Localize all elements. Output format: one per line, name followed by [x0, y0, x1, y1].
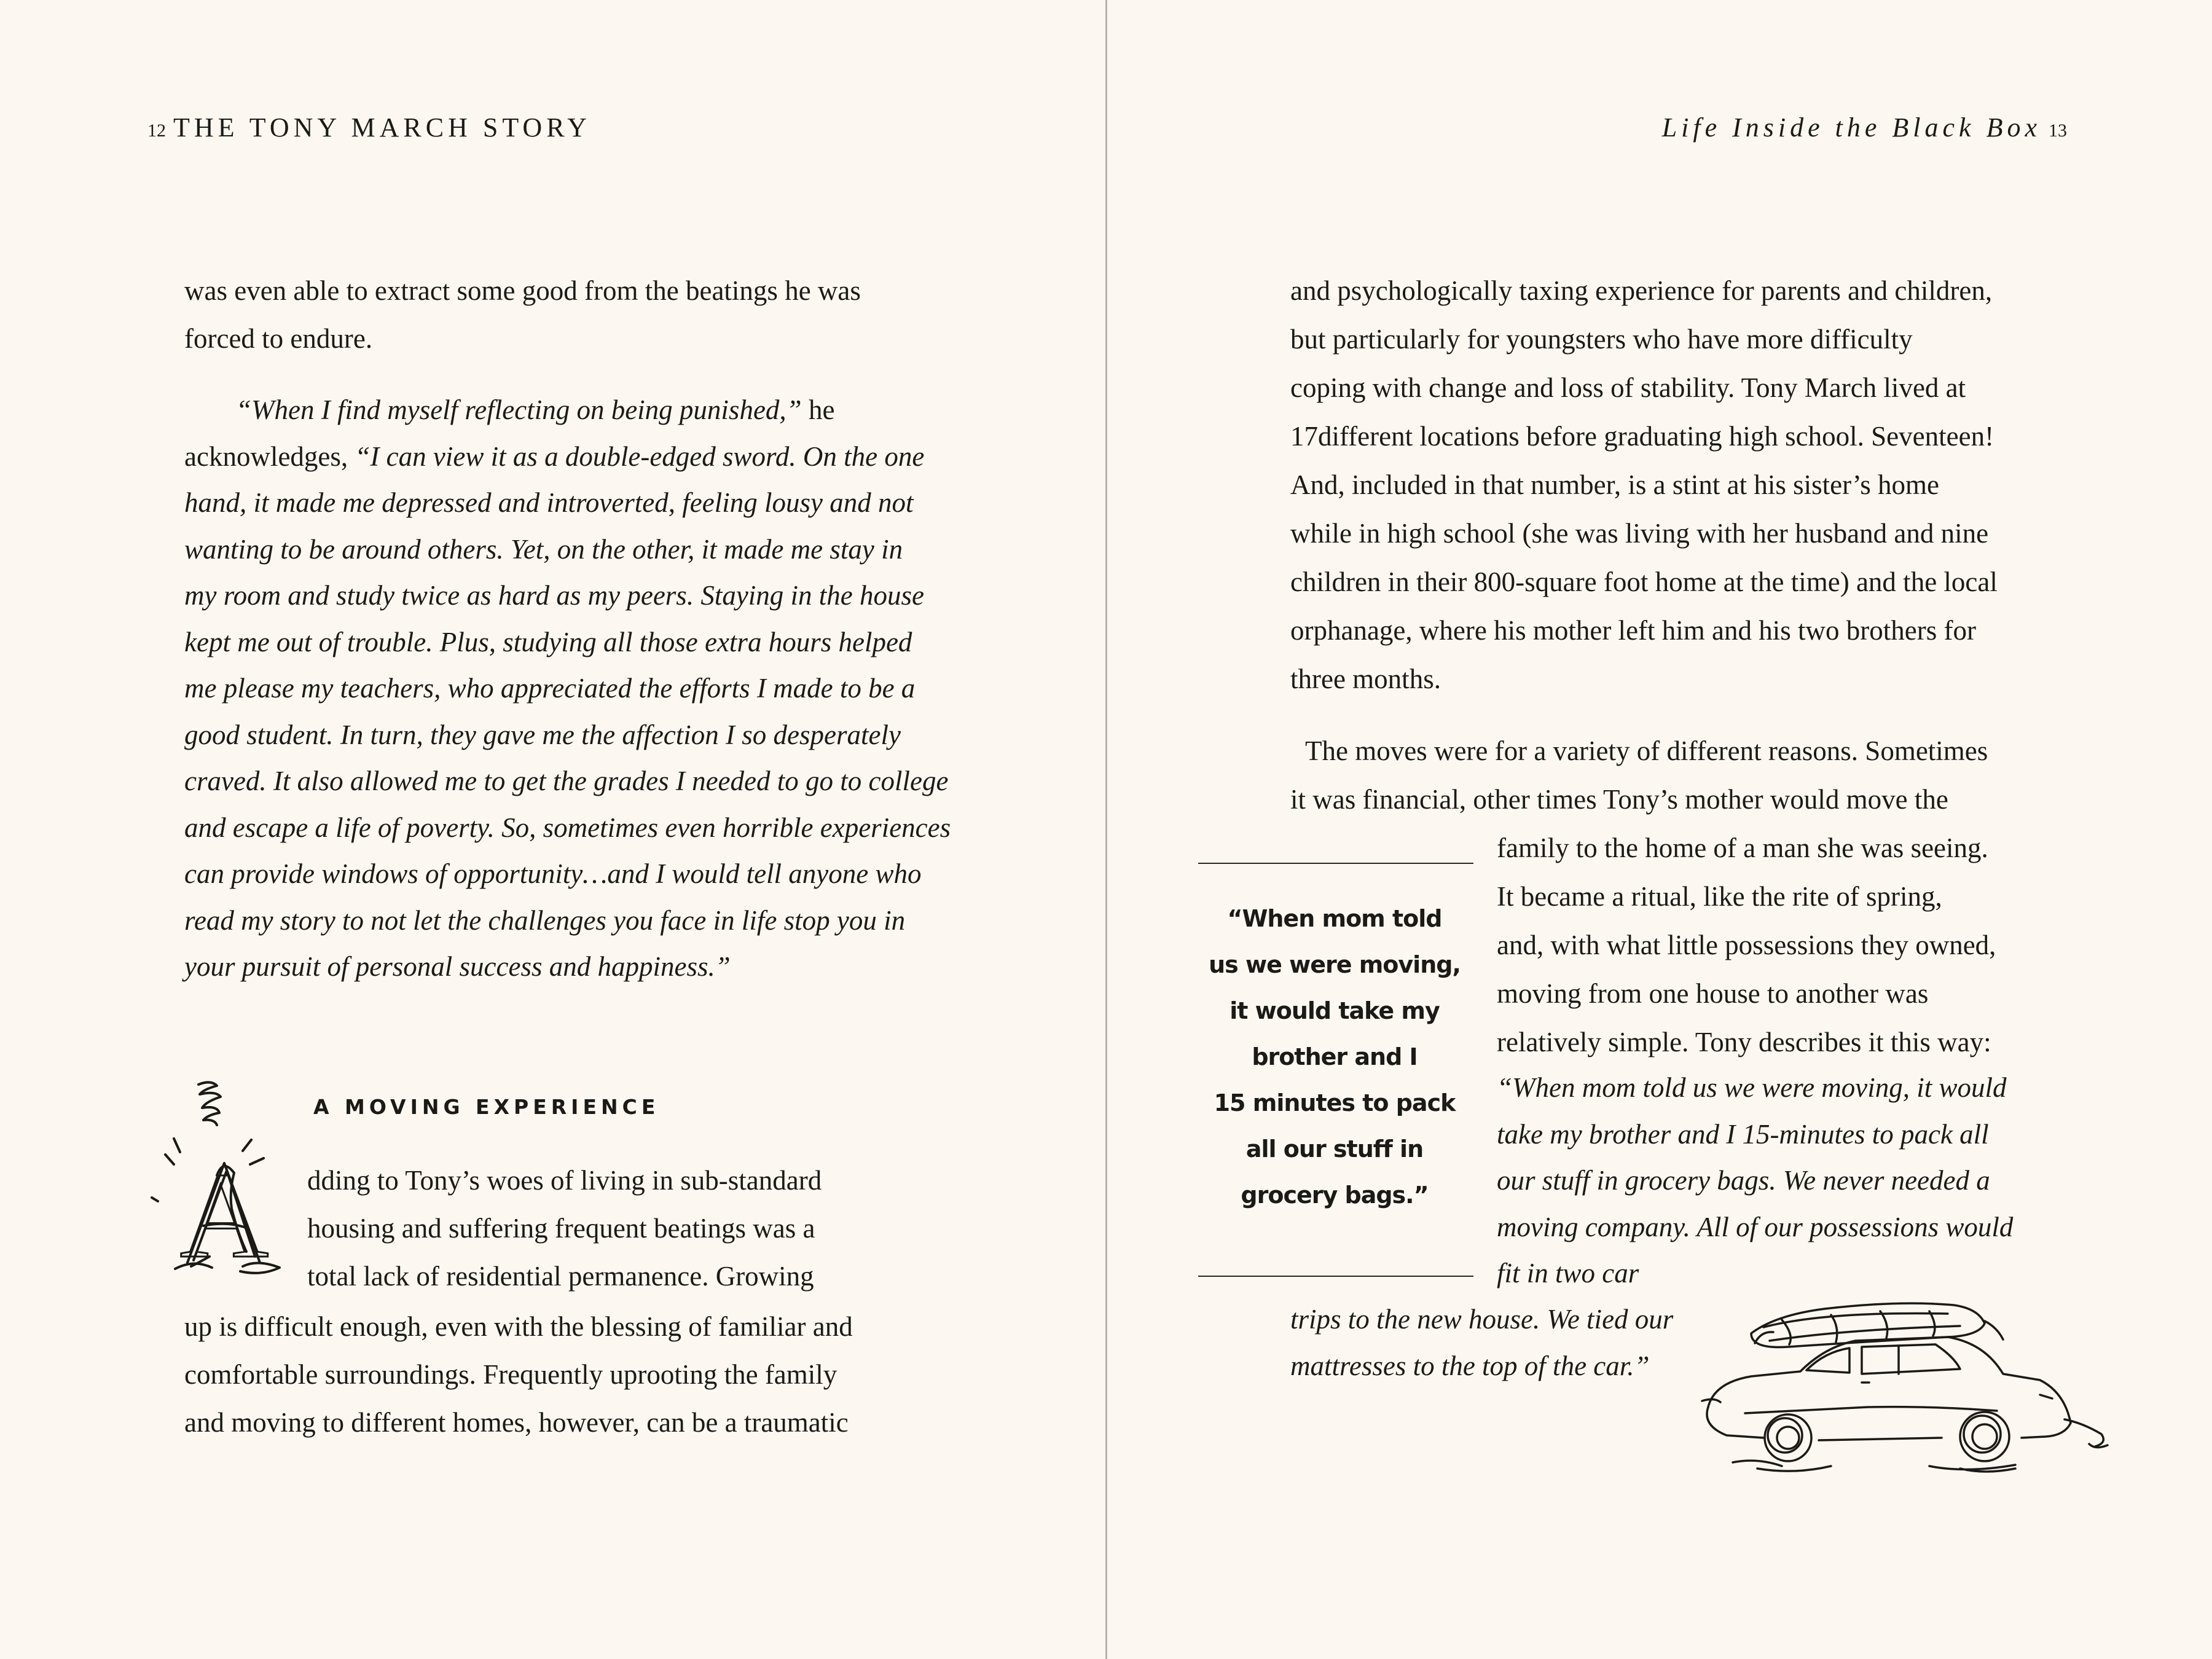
quote-line: kept me out of trouble. Plus, studying all those extra hours helped	[184, 626, 912, 657]
text-line: was even able to extract some good from the beatings he was	[184, 275, 861, 306]
pull-quote-line: us we were moving,	[1209, 951, 1461, 978]
left-dropcap-paragraph	[307, 1156, 822, 1300]
quote-line-2	[184, 434, 951, 480]
running-head-title-left: THE TONY MARCH STORY	[173, 112, 591, 143]
text-line: orphanage, where his mother left him and his two brothers for	[1290, 615, 1976, 646]
text-line: dding to Tony’s woes of living in sub-standard	[307, 1165, 822, 1196]
text-line: three months.	[1290, 664, 1441, 694]
car-sketch-illustration	[1696, 1284, 2114, 1481]
running-header-left	[140, 112, 591, 143]
text-line: The moves were for a variety of different reasons. Sometimes	[1305, 735, 1988, 766]
text-line: family to the home of a man she was seeing.	[1497, 833, 1988, 863]
pull-quote-line: “When mom told	[1227, 905, 1442, 932]
right-paragraph-2-narrow	[1497, 824, 1996, 1067]
text-line: and, with what little possessions they owned,	[1497, 930, 1996, 960]
text-line: children in their 800-square foot home at the time) and the local	[1290, 567, 1998, 597]
quote-line: take my brother and I 15-minutes to pack all	[1497, 1118, 1989, 1150]
ground-scribble	[1733, 1461, 2015, 1472]
text-line: it was financial, other times Tony’s mother would move the	[1290, 784, 1948, 815]
wheel-icon	[1765, 1414, 1811, 1461]
text-line: forced to endure.	[184, 323, 373, 354]
pull-quote	[1199, 896, 1470, 1218]
quote-line: craved. It also allowed me to get the grades I needed to go to college	[184, 766, 949, 796]
section-heading: A MOVING EXPERIENCE	[313, 1095, 660, 1119]
quote-line-1	[184, 387, 951, 434]
squiggle-mark	[198, 1082, 221, 1125]
text-line: And, included in that number, is a stint at his sister’s home	[1290, 469, 1939, 500]
right-quote-narrow	[1497, 1065, 2013, 1297]
text-line: relatively simple. Tony describes it this way:	[1497, 1027, 1991, 1057]
book-spine	[1105, 0, 1107, 1659]
quote-line: trips to the new house. We tied our	[1290, 1304, 1674, 1335]
pull-quote-line: brother and I	[1252, 1043, 1418, 1070]
quote-text: “I can view it as a double-edged sword. On the one	[355, 441, 925, 472]
quote-opening: “When I find myself reflecting on being punished,”	[236, 394, 802, 425]
pull-quote-top-rule	[1198, 863, 1473, 864]
pull-quote-line: it would take my	[1230, 997, 1440, 1024]
drop-cap-illustration	[151, 1072, 304, 1300]
quote-line: and escape a life of poverty. So, sometimes even horrible experiences	[184, 812, 951, 843]
text-line: and psychologically taxing experience for parents and children,	[1290, 275, 1993, 306]
quote-line: mattresses to the top of the car.”	[1290, 1350, 1650, 1381]
left-body-paragraph	[184, 1303, 853, 1446]
quote-opening-tail: he	[801, 394, 835, 425]
quote-line: fit in two car	[1497, 1258, 1639, 1288]
running-header-right	[1662, 112, 2074, 143]
pull-quote-line: all our stuff in	[1245, 1135, 1424, 1163]
quote-line: read my story to not let the challenges you face in life stop you in	[184, 904, 906, 936]
pull-quote-bottom-rule	[1198, 1276, 1473, 1277]
quote-line: hand, it made me depressed and introverted, feeling lousy and not	[184, 487, 914, 518]
text-line: coping with change and loss of stability. Tony March lived at	[1290, 372, 1966, 403]
text-line: up is difficult enough, even with the blessing of familiar and	[184, 1311, 853, 1342]
quote-line: moving company. All of our possessions would	[1497, 1211, 2014, 1242]
quote-line: can provide windows of opportunity…and I would tell anyone who	[184, 858, 922, 889]
left-quote-paragraph	[184, 387, 951, 990]
text-line: comfortable surroundings. Frequently uprooting the family	[184, 1359, 837, 1390]
text-line: housing and suffering frequent beatings was a	[307, 1213, 815, 1244]
right-paragraph-2	[1290, 727, 1988, 824]
page-number-right: 13	[2049, 120, 2067, 141]
text-line: It became a ritual, like the rite of spring,	[1497, 881, 1942, 912]
left-paragraph-1	[184, 267, 861, 363]
right-paragraph-1	[1290, 267, 1998, 704]
quote-line: me please my teachers, who appreciated the efforts I made to be a	[184, 673, 916, 704]
drop-cap-letter: A	[179, 1148, 269, 1284]
pull-quote-line: grocery bags.”	[1241, 1182, 1429, 1209]
quote-line: wanting to be around others. Yet, on the other, it made me stay in	[184, 533, 903, 565]
quote-attribution: acknowledges,	[184, 441, 355, 472]
pull-quote-line: 15 minutes to pack	[1214, 1089, 1456, 1116]
car-body-icon	[1708, 1337, 2071, 1438]
wheel-icon	[1960, 1412, 2009, 1461]
right-quote-tail	[1290, 1296, 1673, 1389]
quote-line: good student. In turn, they gave me the affection I so desperately	[184, 719, 901, 750]
running-head-title-right: Life Inside the Black Box	[1661, 112, 2041, 143]
text-line: 17different locations before graduating high school. Seventeen!	[1290, 421, 1994, 452]
text-line: and moving to different homes, however, can be a traumatic	[184, 1407, 849, 1438]
quote-line: my room and study twice as hard as my peers. Staying in the house	[184, 580, 925, 611]
text-line: while in high school (she was living with her husband and nine	[1290, 518, 1989, 549]
quote-line: our stuff in grocery bags. We never needed a	[1497, 1165, 1990, 1196]
text-line: moving from one house to another was	[1497, 978, 1929, 1009]
quote-line: “When mom told us we were moving, it would	[1497, 1072, 2007, 1103]
page-number-left: 12	[147, 120, 166, 141]
quote-line: your pursuit of personal success and happiness.”	[184, 951, 731, 982]
text-line: total lack of residential permanence. Growing	[307, 1261, 814, 1292]
text-line: but particularly for youngsters who have more difficulty	[1290, 324, 1913, 355]
